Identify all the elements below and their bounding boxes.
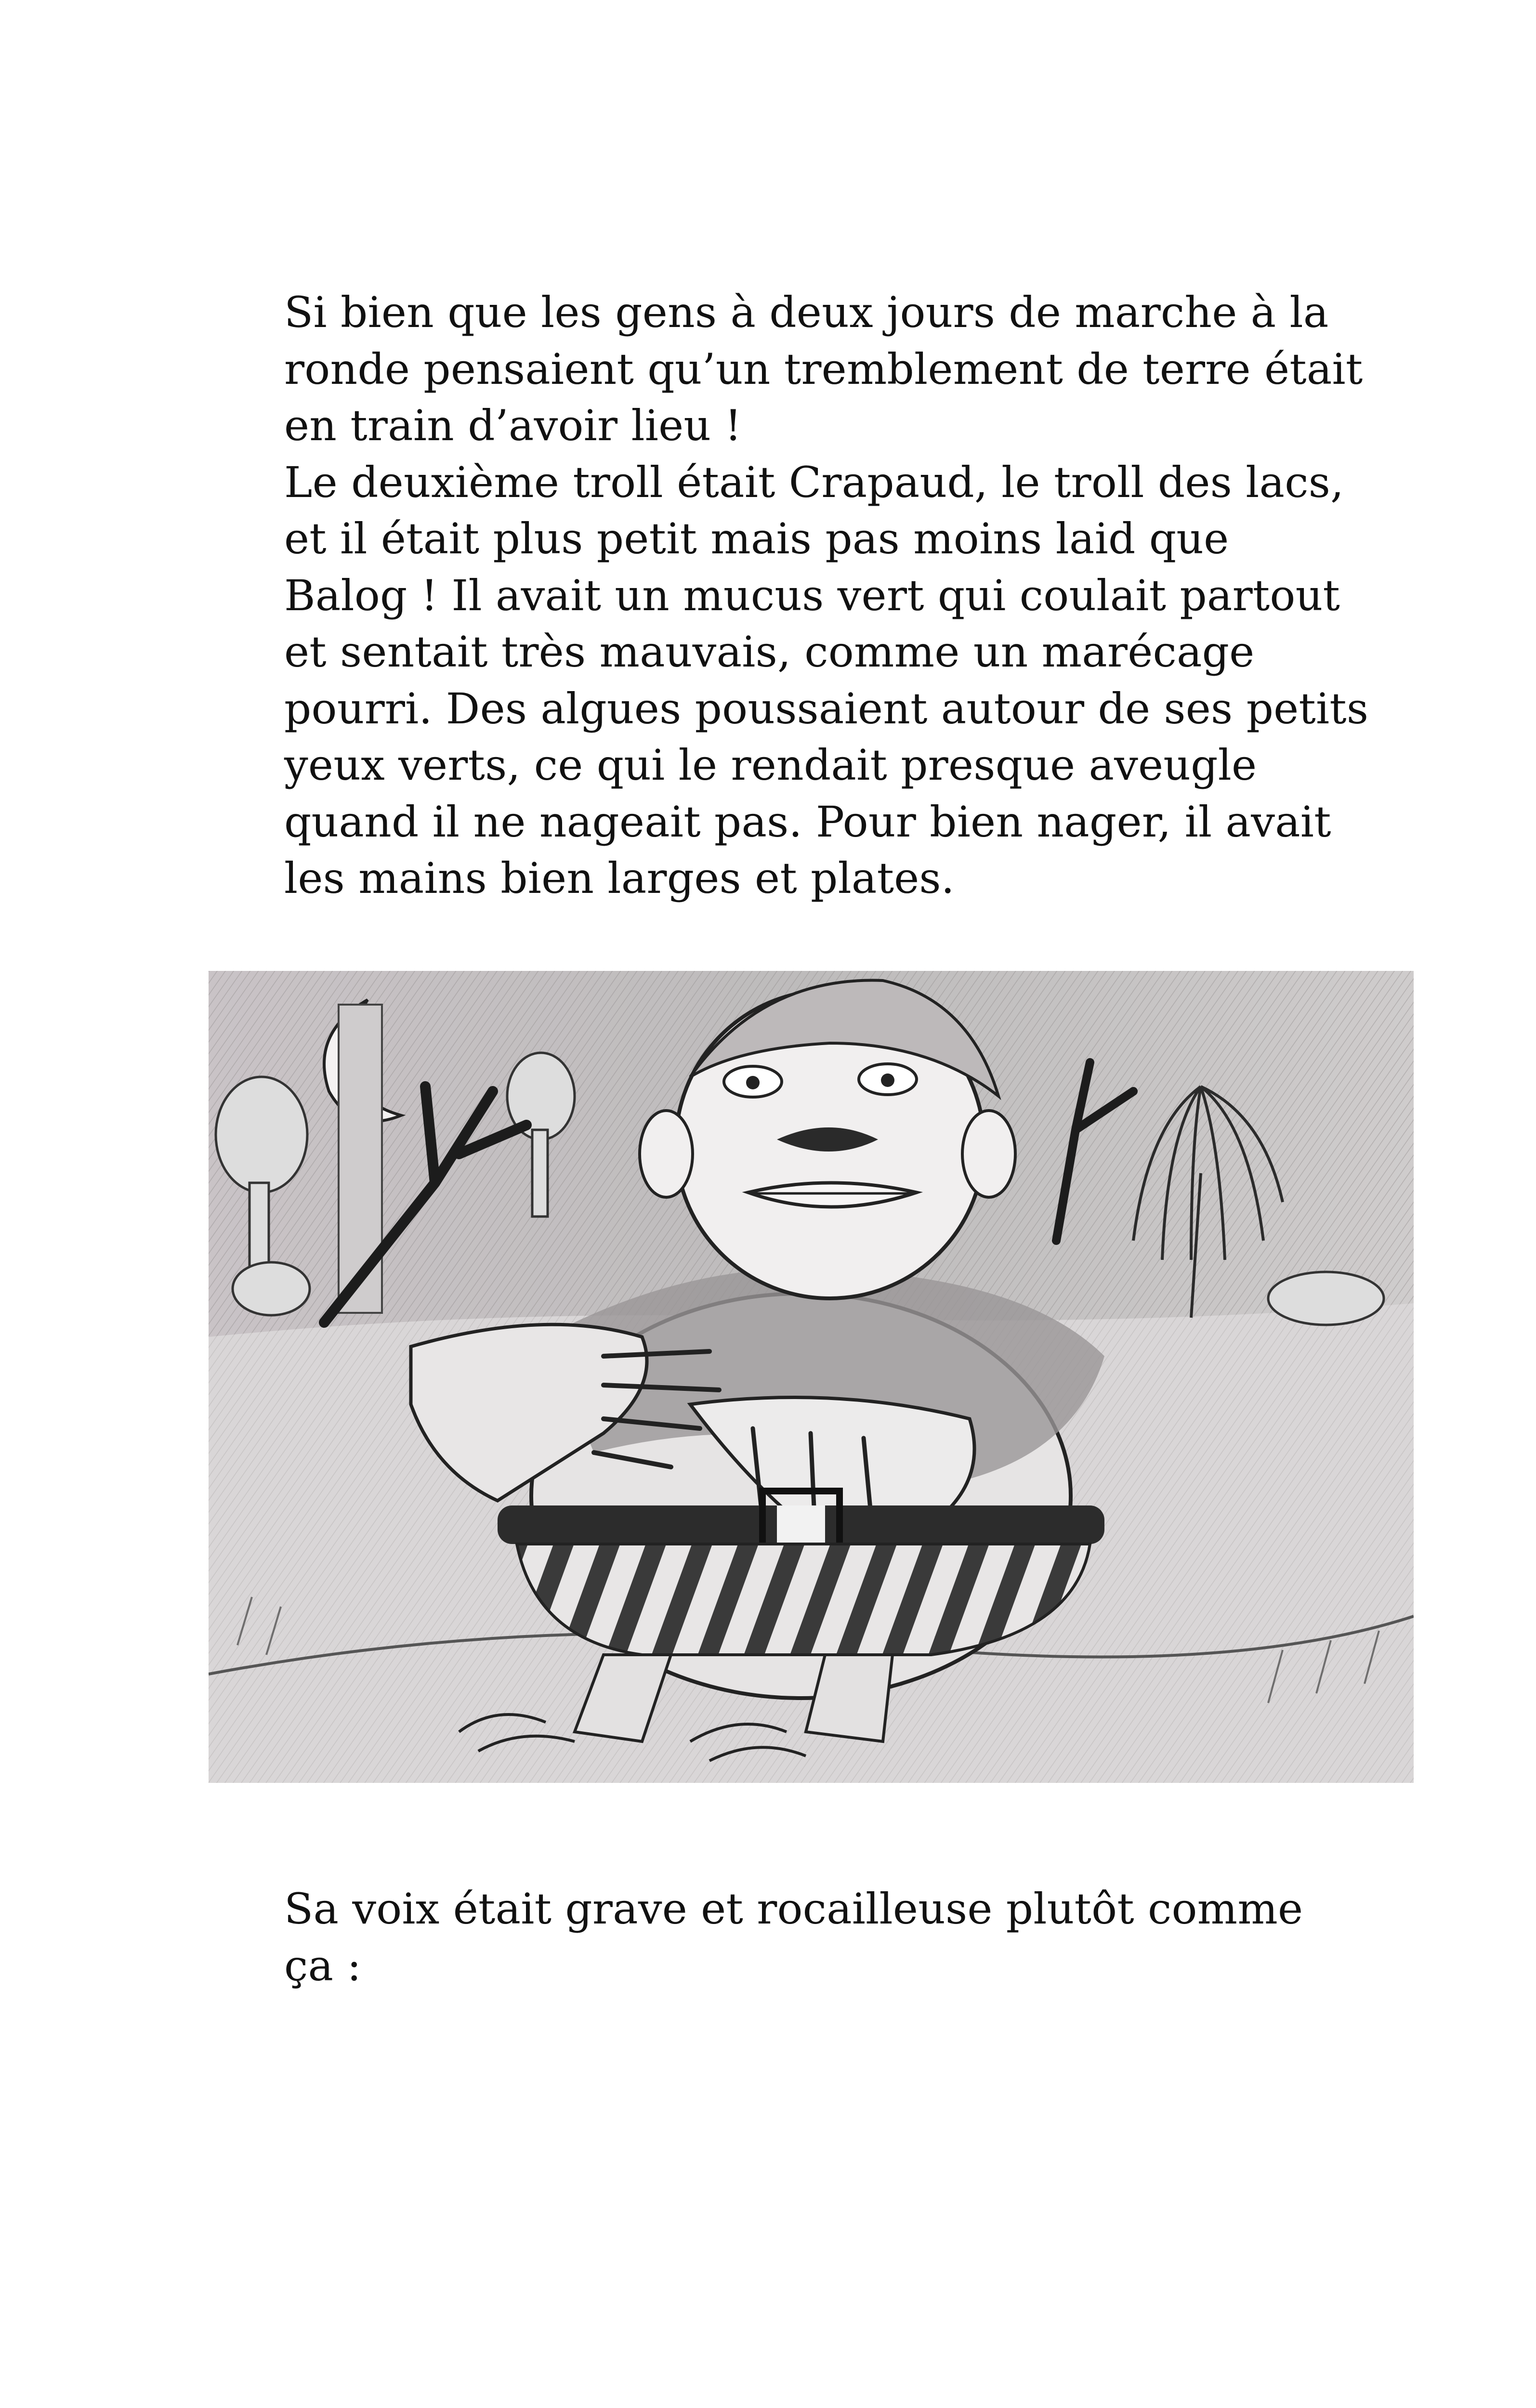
pencil-drawing-troll-icon: [209, 971, 1414, 1783]
text-line: Sa voix était grave et rocailleuse plutôt comme: [284, 1884, 1303, 1934]
story-paragraph-top: [284, 284, 1392, 907]
text-line: et il était plus petit mais pas moins laid que: [284, 514, 1229, 563]
text-line: pourri. Des algues poussaient autour de ses petits: [284, 683, 1369, 733]
text-line: ronde pensaient qu’un tremblement de terre était: [284, 344, 1363, 394]
text-line: Si bien que les gens à deux jours de marche à la: [284, 288, 1329, 337]
text-line: et sentait très mauvais, comme un marécage: [284, 627, 1255, 677]
troll-illustration: [209, 971, 1414, 1783]
story-paragraph-bottom: [284, 1881, 1392, 1994]
text-line: les mains bien larges et plates.: [284, 853, 955, 903]
text-line: Le deuxième troll était Crapaud, le troll des lacs,: [284, 457, 1344, 507]
text-line: yeux verts, ce qui le rendait presque aveugle: [284, 740, 1257, 790]
text-line: en train d’avoir lieu !: [284, 401, 742, 450]
text-line: ça :: [284, 1940, 362, 1990]
text-line: Balog ! Il avait un mucus vert qui coulait partout: [284, 570, 1340, 620]
text-line: quand il ne nageait pas. Pour bien nager, il avait: [284, 797, 1331, 847]
